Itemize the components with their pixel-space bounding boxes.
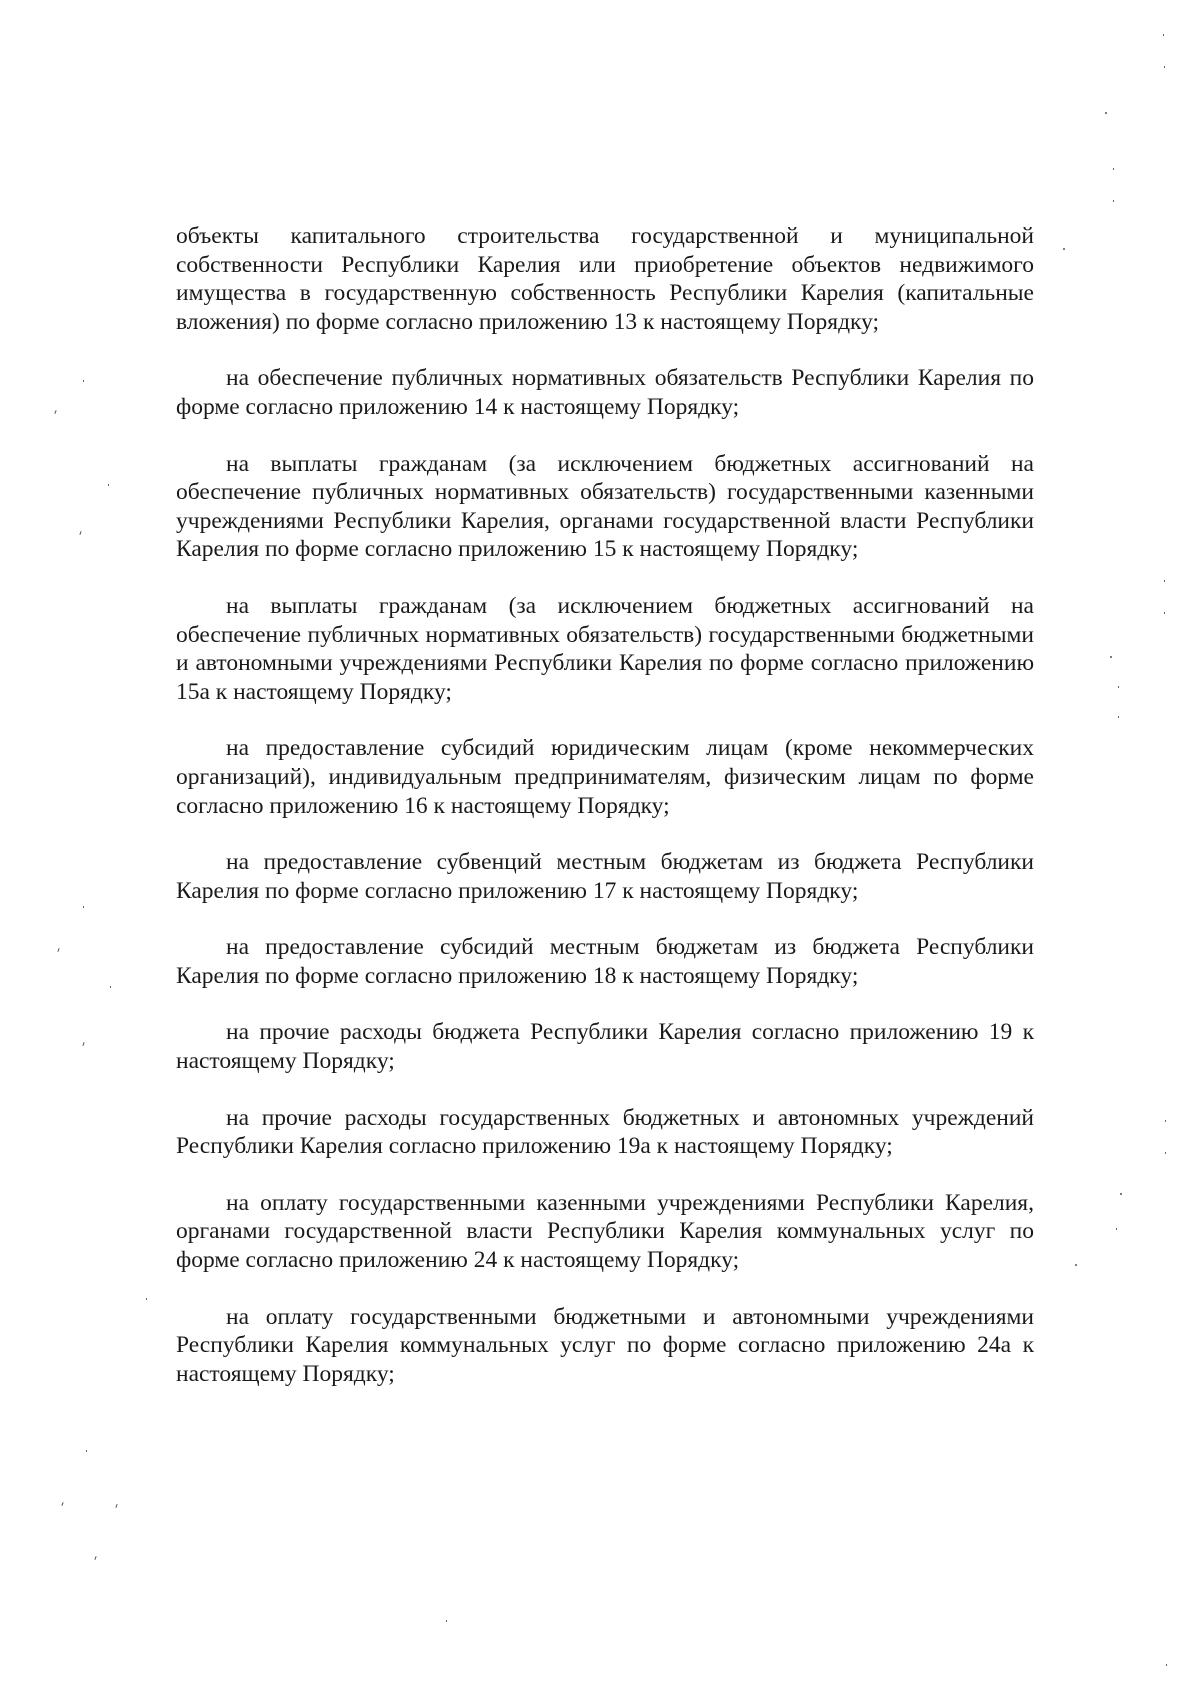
paragraph-subsidies-legal-entities: на предоставление субсидий юридическим лицам (кроме некоммерческих организаций), индивидуальным предпринимателям, физическим лицам по форме согласно приложению 16 к настоящему Порядку; [176, 735, 1034, 819]
paragraph-subventions-local: на предоставление субвенций местным бюджетам из бюджета Республики Карелия по форме согласно приложению 17 к настоящему Порядку; [176, 849, 1034, 904]
paragraph-utilities-kazennye: на оплату государственными казенными учреждениями Республики Карелия, органами государственной власти Республики Карелия коммунальных услуг по форме согласно приложению 24 к настоящему Порядку; [176, 1189, 1034, 1274]
paragraph-utilities-budget-autonomous: на оплату государственными бюджетными и автономными учреждениями Республики Карелия коммунальных услуг по форме согласно приложению 24а к настоящему Порядку; [176, 1303, 1034, 1387]
paragraph-payments-budget-autonomous: на выплаты гражданам (за исключением бюджетных ассигнований на обеспечение публичных нормативных обязательств) государственными бюджетными и автономными учреждениями Республики Карелия по форме согласно приложению 15а к настоящему Порядку; [176, 592, 1034, 705]
paragraph-other-expenses-institutions: на прочие расходы государственных бюджетных и автономных учреждений Республики Карелия согласно приложению 19а к настоящему Порядку; [176, 1104, 1034, 1160]
paragraph-subsidies-local: на предоставление субсидий местным бюджетам из бюджета Республики Карелия по форме согласно приложению 18 к настоящему Порядку; [176, 934, 1034, 989]
paragraph-public-obligations: на обеспечение публичных нормативных обязательств Республики Карелия по форме согласно приложению 14 к настоящему Порядку; [176, 365, 1034, 420]
paragraph-other-expenses: на прочие расходы бюджета Республики Карелия согласно приложению 19 к настоящему Порядку; [176, 1019, 1034, 1075]
document-body [176, 222, 1034, 1416]
paragraph-payments-kazennye: на выплаты гражданам (за исключением бюджетных ассигнований на обеспечение публичных нормативных обязательств) государственными казенными учреждениями Республики Карелия, органами государственной власти Республики Карелия по форме согласно приложению 15 к настоящему Порядку; [176, 450, 1034, 563]
paragraph-capital-investments: объекты капитального строительства государственной и муниципальной собственности Республики Карелия или приобретение объектов недвижимого имущества в государственную собственность Республики Карелия (капитальные вложения) по форме согласно приложению 13 к настоящему Порядку; [176, 223, 1034, 335]
